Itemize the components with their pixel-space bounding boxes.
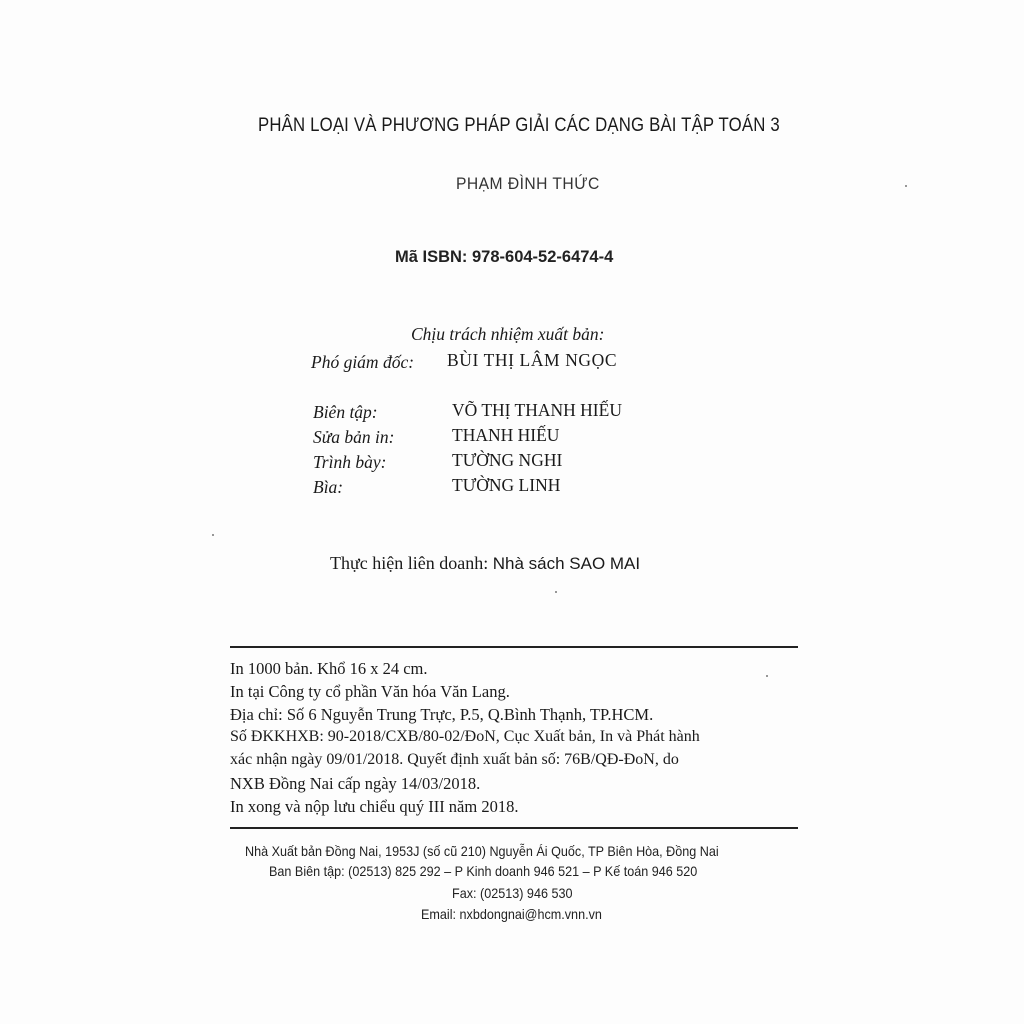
printing-line: xác nhận ngày 09/01/2018. Quyết định xuất bản số: 76B/QĐ-ĐoN, do — [230, 751, 679, 768]
joint-venture-label: Thực hiện liên doanh: — [330, 553, 489, 573]
credit-name-proofreader: THANH HIẾU — [452, 425, 560, 445]
responsibility-heading: Chịu trách nhiệm xuất bản: — [411, 324, 605, 344]
printing-line: NXB Đồng Nai cấp ngày 14/03/2018. — [230, 774, 481, 793]
scan-speck — [555, 591, 557, 593]
top-rule — [230, 646, 798, 648]
credit-role-proofreader: Sửa bản in: — [313, 427, 395, 447]
publisher-email: Email: nxbdongnai@hcm.vnn.vn — [421, 906, 602, 922]
credit-role-layout: Trình bày: — [313, 452, 387, 472]
publisher-phone: Ban Biên tập: (02513) 825 292 – P Kinh doanh 946 521 – P Kế toán 946 520 — [269, 863, 698, 879]
joint-venture-partner: Nhà sách SAO MAI — [492, 554, 641, 573]
scan-speck — [212, 534, 214, 536]
scan-speck — [905, 185, 907, 187]
credit-role-cover: Bìa: — [313, 477, 344, 497]
scan-speck — [766, 675, 768, 677]
book-title: PHÂN LOẠI VÀ PHƯƠNG PHÁP GIẢI CÁC DẠNG BÀI TẬP TOÁN 3 — [258, 114, 780, 136]
author-name: PHẠM ĐÌNH THỨC — [456, 174, 600, 193]
printing-line: Số ĐKKHXB: 90-2018/CXB/80-02/ĐoN, Cục Xuất bản, In và Phát hành — [230, 728, 700, 745]
credit-name-deputy-director: BÙI THỊ LÂM NGỌC — [447, 350, 618, 370]
credit-role-deputy-director: Phó giám đốc: — [311, 352, 415, 372]
credit-role-editor: Biên tập: — [313, 402, 378, 422]
joint-venture-line — [330, 553, 640, 574]
printing-line: In xong và nộp lưu chiểu quý III năm 2018. — [230, 797, 519, 816]
printing-line: In tại Công ty cổ phần Văn hóa Văn Lang. — [230, 682, 510, 701]
credit-name-cover: TƯỜNG LINH — [452, 475, 561, 495]
isbn: Mã ISBN: 978-604-52-6474-4 — [395, 248, 614, 266]
printing-line: In 1000 bản. Khổ 16 x 24 cm. — [230, 659, 428, 678]
publisher-fax: Fax: (02513) 946 530 — [452, 885, 573, 901]
printing-line: Địa chỉ: Số 6 Nguyễn Trung Trực, P.5, Q.Bình Thạnh, TP.HCM. — [230, 705, 654, 724]
publisher-address: Nhà Xuất bản Đồng Nai, 1953J (số cũ 210) Nguyễn Ái Quốc, TP Biên Hòa, Đồng Nai — [245, 843, 719, 859]
credit-name-editor: VÕ THỊ THANH HIẾU — [452, 400, 622, 420]
bottom-rule — [230, 827, 798, 829]
credit-name-layout: TƯỜNG NGHI — [452, 450, 563, 470]
